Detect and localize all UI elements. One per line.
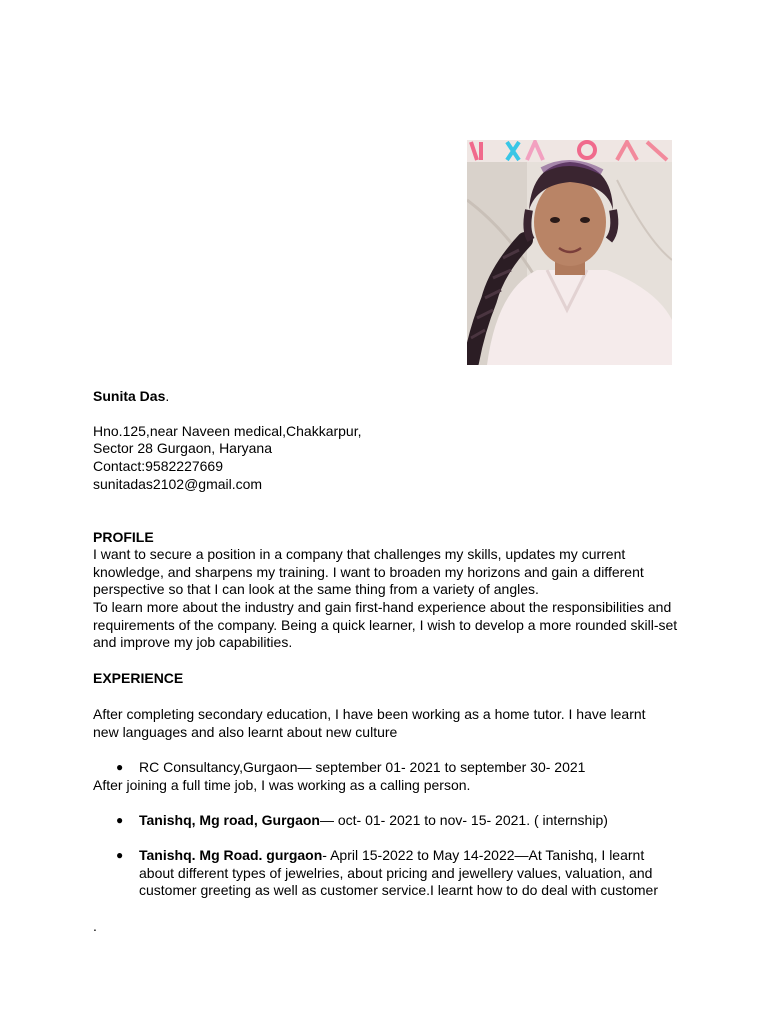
experience-heading: EXPERIENCE — [93, 670, 184, 686]
address-line-2: Sector 28 Gurgaon, Haryana — [93, 440, 272, 456]
profile-photo — [467, 140, 672, 365]
candidate-name-period: . — [165, 388, 170, 404]
bullet-icon: ● — [116, 760, 124, 774]
experience-followup: After joining a full time job, I was working as a calling person. — [93, 777, 471, 793]
experience-item-tanishq-job — [93, 847, 693, 901]
trailing-period: . — [93, 918, 97, 934]
profile-photo-illustration — [467, 140, 672, 365]
experience-description: - April 15-2022 to May 14-2022—At Tanishq, I learnt about different types of jewelries, about pricing and jewellery values, valuation, and customer greeting as well as customer service.I learnt how to do deal with customer — [139, 847, 659, 899]
experience-item-tanishq-internship-text — [139, 812, 679, 830]
experience-item-rc — [93, 759, 693, 777]
profile-heading: PROFILE — [93, 529, 154, 545]
profile-paragraph-2: To learn more about the industry and gain first-hand experience about the responsibilities and requirements of the company. Being a quick learner, I wish to develop a more rounded skill-set and improve my job capabilities. — [93, 599, 678, 651]
profile-paragraph-1: I want to secure a position in a company that challenges my skills, updates my current knowledge, and sharpens my training. I want to broaden my horizons and gain a different perspective so that I can look at the same thing from a variety of angles. — [93, 546, 644, 598]
bullet-icon: ● — [116, 813, 124, 827]
experience-item-rc-text: RC Consultancy,Gurgaon— september 01- 2021 to september 30- 2021 — [139, 759, 586, 775]
experience-item-tanishq-job-text — [139, 847, 674, 900]
contact-phone: Contact:9582227669 — [93, 458, 223, 474]
candidate-name-line — [93, 388, 169, 406]
address-line-1: Hno.125,near Naveen medical,Chakkarpur, — [93, 423, 362, 439]
candidate-name: Sunita Das — [93, 388, 166, 404]
experience-item-tanishq-internship — [93, 812, 693, 830]
experience-dates: — oct- 01- 2021 to nov- 15- 2021. ( internship) — [319, 812, 608, 828]
experience-intro: After completing secondary education, I have been working as a home tutor. I have learnt new languages and also learnt about new culture — [93, 706, 646, 740]
company-name: Tanishq, Mg road, Gurgaon — [139, 812, 320, 828]
company-name: Tanishq. Mg Road. gurgaon — [139, 847, 323, 863]
bullet-icon: ● — [116, 848, 124, 862]
contact-email: sunitadas2102@gmail.com — [93, 476, 263, 492]
